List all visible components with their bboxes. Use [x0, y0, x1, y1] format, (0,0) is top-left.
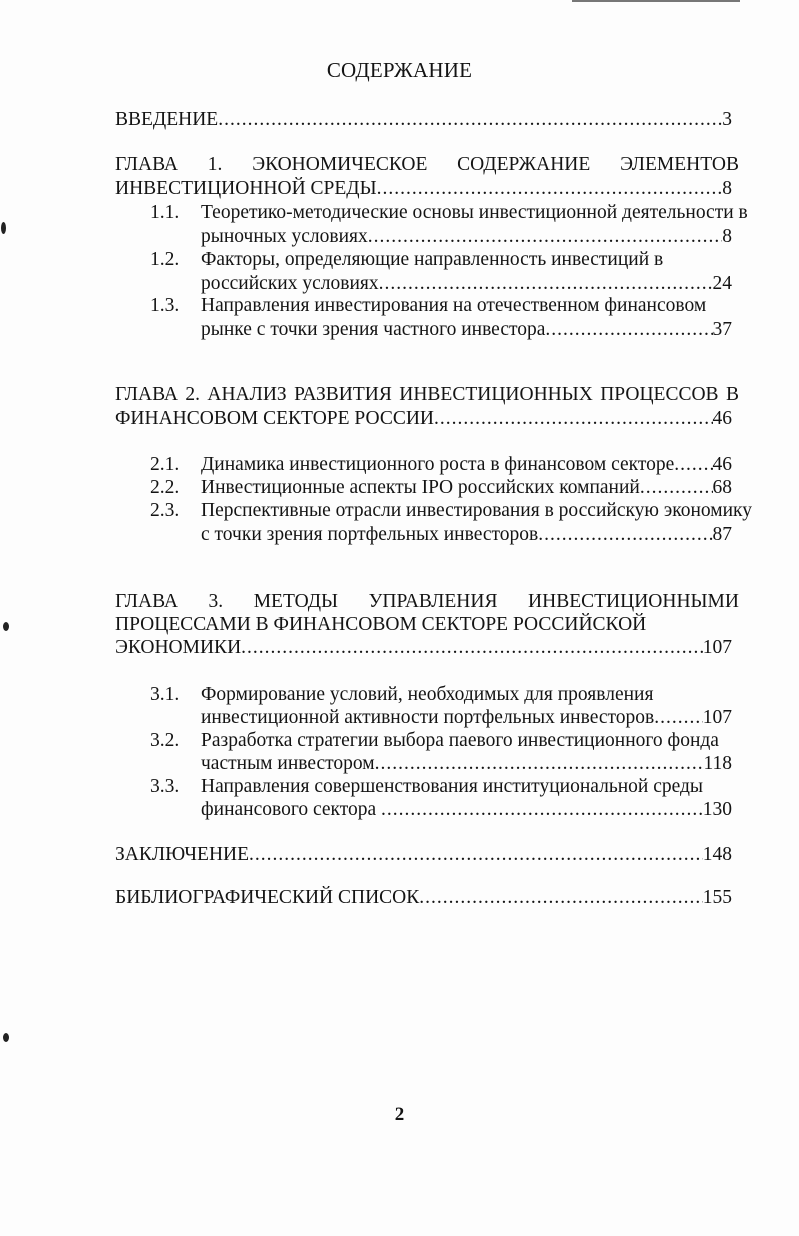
toc-section-1-3-line2[interactable] [201, 318, 732, 342]
toc-entry-label: рынке с точки зрения частного инвестора [201, 319, 546, 340]
page-title: СОДЕРЖАНИЕ [326, 58, 473, 82]
toc-entry-label: ВВЕДЕНИЕ [115, 109, 219, 130]
page-number: 2 [394, 1104, 405, 1125]
toc-page-number: 3 [722, 109, 732, 130]
toc-page-number: 148 [702, 844, 732, 865]
heading-word: 1. [207, 154, 223, 175]
toc-page-number: 87 [712, 524, 732, 545]
toc-entry-label: ИНВЕСТИЦИОННОЙ СРЕДЫ [115, 178, 377, 199]
toc-entry-label: российских условиях [201, 273, 379, 294]
toc-section-1-1-line2[interactable] [201, 225, 732, 249]
toc-section-1-3[interactable]: Направления инвестирования на отечественном финансовом [201, 295, 707, 316]
heading-word: РАЗВИТИЯ [294, 384, 392, 405]
toc-entry-label: ФИНАНСОВОМ СЕКТОРЕ РОССИИ [115, 408, 434, 429]
heading-word: ГЛАВА [115, 154, 178, 175]
toc-section-2-3[interactable]: Перспективные отрасли инвестирования в российскую экономику [201, 500, 753, 521]
heading-word: 3. [208, 591, 224, 612]
toc-leader-dots [218, 108, 722, 132]
chapter-3-heading[interactable] [115, 590, 739, 614]
toc-section-3-3[interactable]: Направления совершенствования институциональной среды [201, 776, 704, 797]
toc-page-number: 46 [712, 408, 732, 429]
scan-speck [1, 222, 6, 234]
toc-entry-label: с точки зрения портфельных инвесторов [201, 524, 539, 545]
toc-section-3-1-line2[interactable] [201, 706, 732, 730]
toc-leader-dots [241, 636, 703, 660]
section-number: 3.1. [150, 684, 180, 705]
heading-word: СОДЕРЖАНИЕ [457, 154, 591, 175]
toc-section-2-3-line2[interactable] [201, 523, 732, 547]
toc-page-number: 68 [712, 477, 732, 498]
chapter-2-heading[interactable] [115, 383, 739, 407]
toc-entry-label: БИБЛИОГРАФИЧЕСКИЙ СПИСОК [115, 887, 420, 908]
toc-section-1-2-line2[interactable] [201, 272, 732, 296]
toc-entry-label: частным инвестором [201, 753, 375, 774]
toc-section-3-2-line2[interactable] [201, 752, 732, 776]
toc-entry-label: рыночных условиях [201, 226, 368, 247]
heading-word: 2. [185, 384, 200, 405]
toc-entry-conclusion[interactable] [115, 843, 732, 867]
section-number: 2.2. [150, 477, 180, 498]
heading-word: ИНВЕСТИЦИОННЫМИ [528, 591, 739, 612]
toc-section-3-1[interactable]: Формирование условий, необходимых для проявления [201, 684, 654, 705]
scan-edge-line [572, 0, 740, 2]
toc-entry-label: инвестиционной активности портфельных инвесторов [201, 707, 655, 728]
toc-section-1-2[interactable]: Факторы, определяющие направленность инвестиций в [201, 249, 664, 270]
toc-page-number: 118 [703, 753, 732, 774]
heading-word: УПРАВЛЕНИЯ [368, 591, 498, 612]
toc-page-number: 8 [722, 226, 732, 247]
section-number: 2.3. [150, 500, 180, 521]
section-number: 2.1. [150, 454, 180, 475]
toc-entry-label: Инвестиционные аспекты IPO российских компаний [201, 477, 640, 498]
toc-leader-dots [249, 843, 703, 867]
toc-page-number: 107 [702, 707, 732, 728]
scan-speck [3, 622, 9, 631]
heading-word: ГЛАВА [115, 384, 178, 405]
toc-page-number: 46 [712, 454, 732, 475]
heading-word: ГЛАВА [115, 591, 178, 612]
toc-leader-dots [654, 706, 703, 730]
section-number: 3.3. [150, 776, 180, 797]
toc-section-2-1[interactable] [201, 453, 732, 477]
toc-leader-dots [379, 272, 713, 296]
toc-entry-label: ЗАКЛЮЧЕНИЕ [115, 844, 250, 865]
toc-entry-label: финансового сектора [201, 799, 382, 820]
toc-section-3-2[interactable]: Разработка стратегии выбора паевого инвестиционного фонда [201, 730, 719, 751]
heading-word: В [725, 384, 739, 405]
toc-leader-dots [640, 476, 713, 500]
toc-entry-introduction[interactable] [115, 108, 732, 132]
heading-word: ИНВЕСТИЦИОННЫХ [399, 384, 593, 405]
toc-leader-dots [538, 523, 712, 547]
section-number: 1.3. [150, 295, 180, 316]
chapter-1-heading-line2[interactable] [115, 177, 732, 201]
toc-page-number: 24 [712, 273, 732, 294]
toc-leader-dots [545, 318, 712, 342]
toc-section-2-2[interactable] [201, 476, 732, 500]
chapter-3-heading-line3[interactable] [115, 636, 732, 660]
heading-word: ЭКОНОМИЧЕСКОЕ [252, 154, 428, 175]
toc-entry-label: ЭКОНОМИКИ [115, 637, 242, 658]
toc-leader-dots [419, 886, 703, 910]
section-number: 1.1. [150, 202, 180, 223]
toc-page-number: 130 [702, 799, 732, 820]
toc-page-number: 8 [722, 178, 732, 199]
chapter-3-heading-line2[interactable]: ПРОЦЕССАМИ В ФИНАНСОВОМ СЕКТОРЕ РОССИЙСКОЙ [115, 614, 647, 635]
section-number: 3.2. [150, 730, 180, 751]
toc-leader-dots [434, 407, 713, 431]
heading-word: ЭЛЕМЕНТОВ [620, 154, 739, 175]
chapter-2-heading-line2[interactable] [115, 407, 732, 431]
toc-section-3-3-line2[interactable] [201, 798, 732, 822]
section-number: 1.2. [150, 249, 180, 270]
heading-word: ПРОЦЕССОВ [600, 384, 719, 405]
toc-entry-bibliography[interactable] [115, 886, 732, 910]
toc-entry-label: Динамика инвестиционного роста в финансовом секторе [201, 454, 675, 475]
toc-leader-dots [381, 798, 703, 822]
toc-leader-dots [377, 177, 723, 201]
toc-section-1-1[interactable]: Теоретико-методические основы инвестиционной деятельности в [201, 202, 748, 223]
toc-leader-dots [368, 225, 723, 249]
heading-word: АНАЛИЗ [207, 384, 287, 405]
toc-page-number: 107 [702, 637, 732, 658]
heading-word: МЕТОДЫ [253, 591, 339, 612]
toc-leader-dots [375, 752, 704, 776]
toc-page-number: 37 [712, 319, 732, 340]
toc-page-number: 155 [702, 887, 732, 908]
toc-leader-dots [674, 453, 712, 477]
scan-speck [3, 1033, 9, 1042]
chapter-1-heading[interactable] [115, 153, 739, 177]
